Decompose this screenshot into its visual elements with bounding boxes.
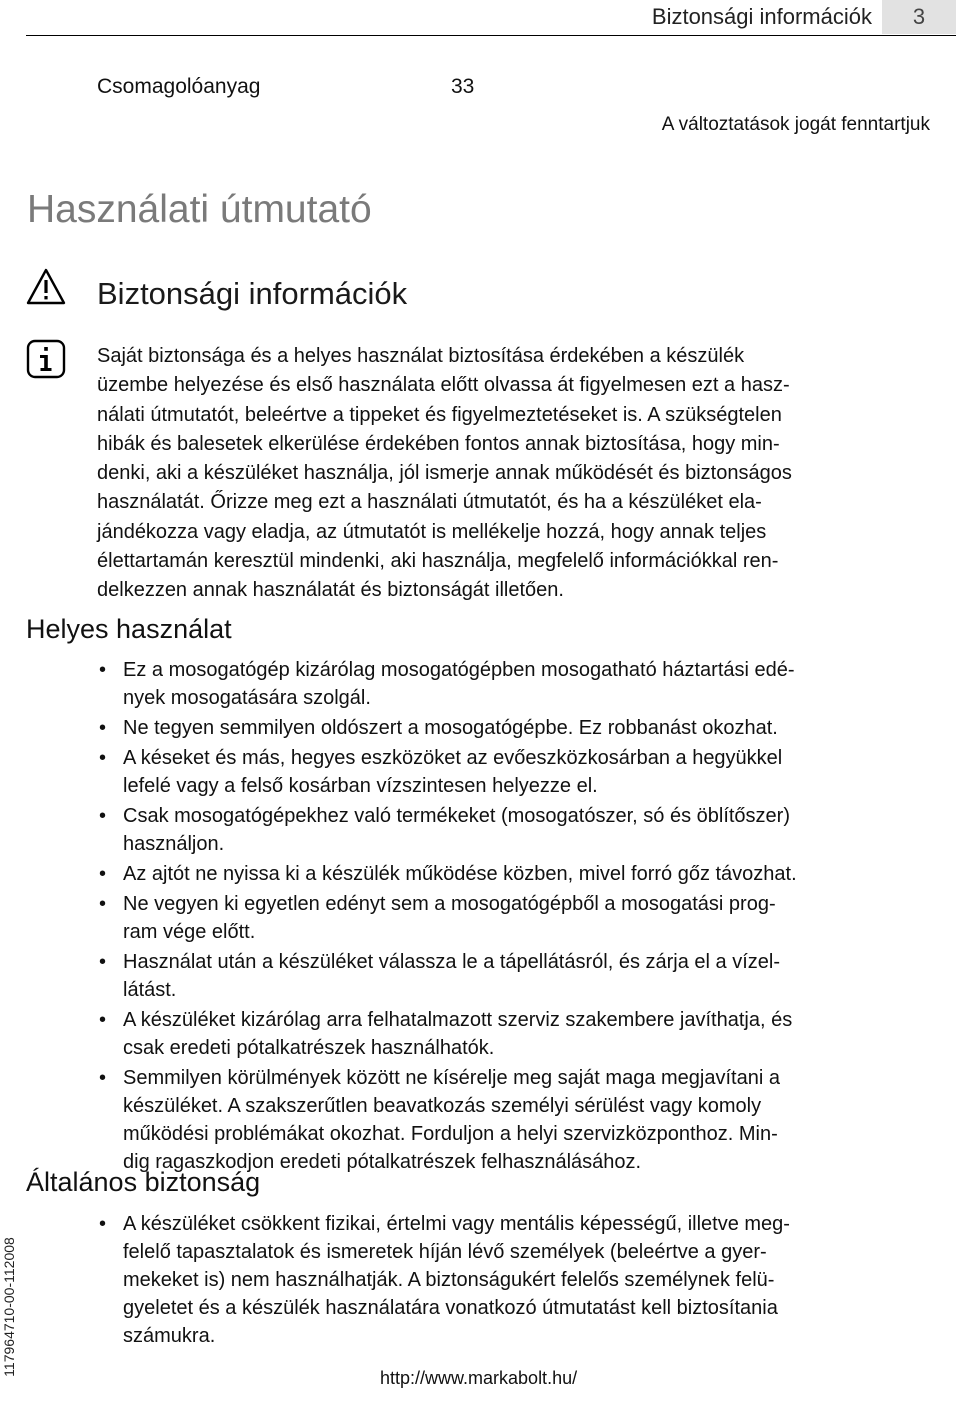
info-icon — [25, 338, 67, 380]
list-item-line: dig ragaszkodjon eredeti pótalkatrészek felhasználásához. — [123, 1151, 642, 1173]
list-item-line: használjon. — [123, 833, 225, 855]
list-item-line: • Csak mosogatógépekhez való termékeket (mosogatószer, só és öblítőszer) — [123, 805, 790, 827]
intro-line: élettartamán keresztül mindenki, aki használja, megfelelő információkkal ren- — [97, 550, 779, 573]
intro-line: denki, aki a készüléket használja, jól ismerje annak működését és biztonságos — [97, 462, 792, 485]
list-item — [97, 1210, 957, 1350]
manual-title: Használati útmutató — [27, 188, 372, 231]
header-rule — [26, 35, 956, 36]
list-item — [97, 802, 957, 858]
intro-line: nálati útmutatót, beleértve a tippeket és figyelmeztetéseket is. A szükségtelen — [97, 403, 782, 426]
list-helyes-hasznalat — [97, 656, 957, 1178]
toc-entry-label: Csomagolóanyag — [97, 75, 261, 98]
warning-triangle-icon — [25, 266, 67, 308]
intro-line: jándékozza vagy eladja, az útmutatót is mellékelje hozzá, hogy annak teljes — [97, 520, 767, 543]
list-item — [97, 714, 957, 742]
list-item — [97, 1064, 957, 1176]
intro-line: üzembe helyezése és első használata előtt olvassa át figyelmesen ezt a hasz- — [97, 374, 790, 397]
rights-notice: A változtatások jogát fenntartjuk — [661, 114, 930, 135]
list-item-line: • Az ajtót ne nyissa ki a készülék működése közben, mivel forró gőz távozhat. — [123, 863, 797, 885]
list-item — [97, 948, 957, 1004]
list-item-line: látást. — [123, 979, 177, 1001]
list-item-line: • A késeket és más, hegyes eszközöket az evőeszközkosárban a hegyükkel — [123, 747, 783, 769]
list-item-line: • A készüléket kizárólag arra felhatalmazott szerviz szakembere javíthatja, és — [123, 1009, 793, 1031]
list-item-line: gyeletet és a készülék használatára vonatkozó útmutatást kell biztosítania — [123, 1297, 778, 1319]
section-title: Biztonsági információk — [97, 276, 408, 311]
list-item-line: • Ez a mosogatógép kizárólag mosogatógépben mosogatható háztartási edé- — [123, 659, 795, 681]
list-item — [97, 890, 957, 946]
intro-line: hibák és balesetek elkerülése érdekében fontos annak biztosítása, hogy min- — [97, 432, 780, 455]
list-item-line: • Ne vegyen ki egyetlen edényt sem a mosogatógépből a mosogatási prog- — [123, 893, 776, 915]
intro-line: Saját biztonsága és a helyes használat biztosítása érdekében a készülék — [97, 345, 745, 367]
list-item-line: ram vége előtt. — [123, 921, 256, 943]
list-item — [97, 860, 957, 888]
list-item-line: • Használat után a készüléket válassza le a tápellátásról, és zárja el a vízel- — [123, 951, 781, 973]
list-item-line: mekeket is) nem használhatják. A biztonságukért felelős személynek felü- — [123, 1269, 775, 1291]
toc-entry-page: 33 — [451, 75, 475, 98]
header-title: Biztonsági információk — [651, 4, 872, 29]
list-item — [97, 744, 957, 800]
list-item-line: csak eredeti pótalkatrészek használhatók. — [123, 1037, 495, 1059]
list-item — [97, 656, 957, 712]
list-item-line: számukra. — [123, 1325, 216, 1347]
list-item-line: lefelé vagy a felső kosárban vízszintesen helyezze el. — [123, 775, 598, 797]
list-item-line: nyek mosogatására szolgál. — [123, 687, 371, 709]
list-item — [97, 1006, 957, 1062]
list-item-line: készüléket. A szakszerűtlen beavatkozás személyi sérülést vagy komoly — [123, 1095, 762, 1117]
heading-helyes-hasznalat: Helyes használat — [26, 614, 232, 644]
document-code: 117964710-00-112008 — [1, 1237, 17, 1377]
heading-altalanos-biztonsag: Általános biztonság — [26, 1167, 261, 1197]
list-altalanos-biztonsag — [97, 1210, 957, 1352]
list-item-line: működési problémákat okozhat. Forduljon a helyi szervizközponthoz. Min- — [123, 1123, 778, 1145]
intro-line: delkezzen annak használatát és biztonságát illetően. — [97, 579, 564, 602]
footer-url: http://www.markabolt.hu/ — [380, 1368, 578, 1388]
list-item-line: • Semmilyen körülmények között ne kísérelje meg saját maga megjavítani a — [123, 1067, 780, 1089]
intro-line: használatát. Őrizze meg ezt a használati útmutatót, és ha a készüléket ela- — [97, 491, 762, 514]
list-item-line: felelő tapasztalatok és ismeretek híján lévő személyek (beleértve a gyer- — [123, 1241, 767, 1263]
page-number: 3 — [882, 0, 956, 34]
intro-paragraph — [97, 342, 957, 606]
list-item-line: • Ne tegyen semmilyen oldószert a mosogatógépbe. Ez robbanást okozhat. — [123, 717, 778, 739]
list-item-line: • A készüléket csökkent fizikai, értelmi vagy mentális képességű, illetve meg- — [123, 1213, 790, 1235]
